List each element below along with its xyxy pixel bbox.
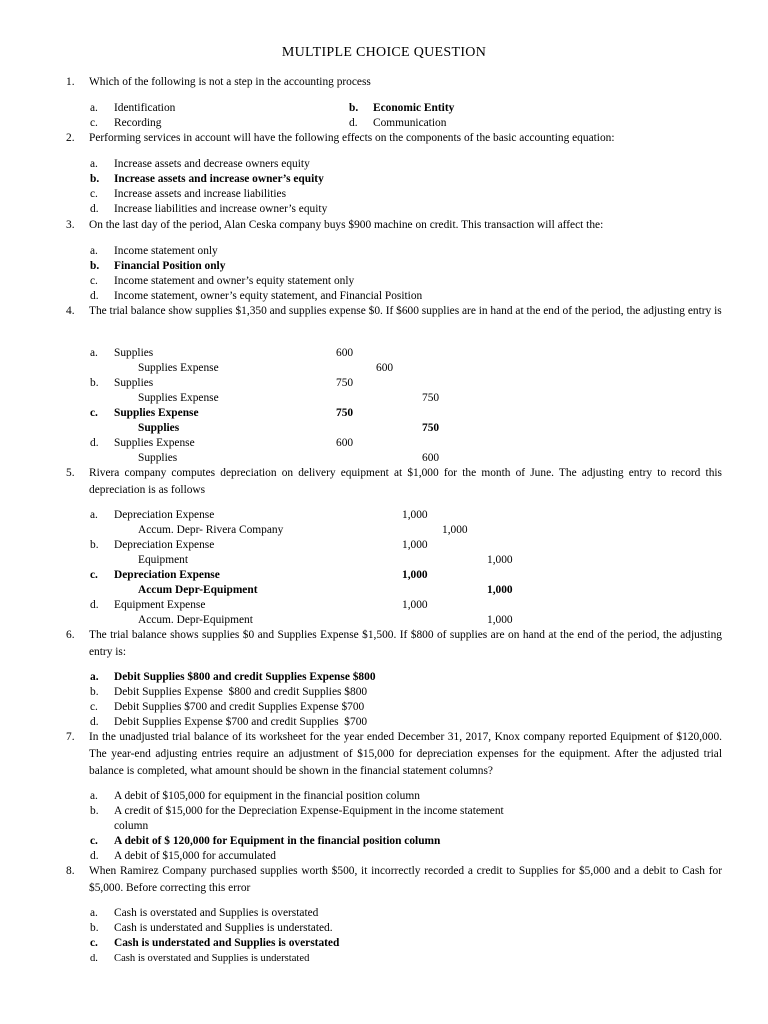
option-3b-correct: b. Financial Position only	[90, 260, 226, 272]
option-6c: c. Debit Supplies $700 and credit Supplies Expense $700	[90, 701, 365, 713]
option-3c: c. Income statement and owner’s equity statement only	[90, 275, 355, 287]
credit-account: Accum Depr-Equipment	[138, 584, 258, 596]
question-2: 2. Performing services in account will have the following effects on the components of the basic accounting equation:	[66, 130, 722, 147]
credit-amount: 600	[422, 452, 440, 464]
question-7: 7. In the unadjusted trial balance of its worksheet for the year ended December 31, 2017, Knox company reported Equipment of $120,000. The year-end adjusting entries require an adjustment of $15,000 for depreciation expenses for the equipment. After the adjusted trial balance is completed, what amount should be shown in the financial statement columns?	[66, 729, 722, 780]
credit-account: Accum. Depr-Equipment	[138, 614, 253, 626]
debit-amount: 750	[336, 377, 354, 389]
option-3a: a. Income statement only	[90, 245, 218, 257]
credit-account: Supplies Expense	[138, 392, 219, 404]
credit-account: Equipment	[138, 554, 188, 566]
option-4c-debit-correct: c. Supplies Expense	[90, 407, 199, 419]
credit-account: Supplies	[138, 422, 180, 434]
debit-amount: 750	[336, 407, 354, 419]
question-text: Performing services in account will have the following effects on the components of the basic accounting equation:	[89, 132, 615, 144]
credit-account: Supplies Expense	[138, 362, 219, 374]
question-3: 3. On the last day of the period, Alan Ceska company buys $900 machine on credit. This transaction will affect the:	[66, 217, 722, 234]
option-1c: c. Recording	[90, 117, 162, 129]
credit-account: Supplies	[138, 452, 178, 464]
option-8b: b. Cash is understated and Supplies is understated.	[90, 922, 333, 934]
debit-amount: 1,000	[402, 509, 428, 521]
question-8: 8. When Ramirez Company purchased supplies worth $500, it incorrectly recorded a credit to Supplies for $5,000 and a debit to Cash for $5,000. Before correcting this error	[66, 863, 722, 897]
question-text: When Ramirez Company purchased supplies worth $500, it incorrectly recorded a credit to Supplies for $5,000 and a debit to Cash for $5,000. Before correcting this error	[89, 865, 722, 894]
credit-amount: 1,000	[487, 584, 513, 596]
credit-amount: 1,000	[487, 614, 513, 626]
debit-amount: 1,000	[402, 599, 428, 611]
debit-amount: 600	[336, 347, 354, 359]
option-6d: d. Debit Supplies Expense $700 and credit Supplies $700	[90, 716, 368, 728]
option-7a: a. A debit of $105,000 for equipment in the financial position column	[90, 790, 420, 802]
credit-account: Accum. Depr- Rivera Company	[138, 524, 284, 536]
option-4d-debit: d. Supplies Expense	[90, 437, 195, 449]
option-8a: a. Cash is overstated and Supplies is overstated	[90, 907, 319, 919]
page-title: MULTIPLE CHOICE QUESTION	[281, 45, 487, 60]
option-7c-correct: c. A debit of $ 120,000 for Equipment in the financial position column	[90, 835, 441, 847]
option-2d: d. Increase liabilities and increase owner’s equity	[90, 203, 328, 215]
credit-amount: 750	[422, 422, 440, 434]
question-4: 4. The trial balance show supplies $1,350 and supplies expense $0. If $600 supplies are in hand at the end of the period, the adjusting entry is	[66, 303, 722, 320]
credit-amount: 600	[376, 362, 394, 374]
debit-amount: 1,000	[402, 569, 428, 581]
option-5b-debit: b. Depreciation Expense	[90, 539, 215, 551]
credit-amount: 750	[422, 392, 440, 404]
option-3d: d. Income statement, owner’s equity statement, and Financial Position	[90, 290, 423, 302]
option-6a-correct: a. Debit Supplies $800 and credit Supplies Expense $800	[90, 671, 376, 683]
option-5c-debit-correct: c. Depreciation Expense	[90, 569, 220, 581]
option-7d: d. A debit of $15,000 for accumulated	[90, 850, 276, 862]
option-1d: d. Communication	[349, 117, 447, 129]
question-text: Rivera company computes depreciation on delivery equipment at $1,000 for the month of June. The adjusting entry to record this depreciation is as follows	[89, 467, 722, 496]
question-number: 1.	[66, 76, 75, 88]
question-text: In the unadjusted trial balance of its worksheet for the year ended December 31, 2017, Knox company reported Equipment of $120,000. The year-end adjusting entries require an adjustment of $15,000 for depreciation expenses for the equipment. After the adjusted trial balance is completed, what amount should be shown in the financial statement columns?	[89, 731, 722, 777]
option-4a-debit: a. Supplies	[90, 347, 154, 359]
question-5: 5. Rivera company computes depreciation on delivery equipment at $1,000 for the month of June. The adjusting entry to record this depreciation is as follows	[66, 465, 722, 499]
option-6b: b. Debit Supplies Expense $800 and credit Supplies $800	[90, 686, 368, 698]
option-4b-debit: b. Supplies	[90, 377, 154, 389]
debit-amount: 1,000	[402, 539, 428, 551]
question-6: 6. The trial balance shows supplies $0 and Supplies Expense $1,500. If $800 of supplies are on hand at the end of the period, the adjusting entry is:	[66, 627, 722, 661]
option-2c: c. Increase assets and increase liabilities	[90, 188, 287, 200]
credit-amount: 1,000	[487, 554, 513, 566]
question-text: The trial balance show supplies $1,350 and supplies expense $0. If $600 supplies are in hand at the end of the period, the adjusting entry is	[89, 305, 722, 317]
option-1a: a. Identification	[90, 102, 176, 114]
question-text: The trial balance shows supplies $0 and Supplies Expense $1,500. If $800 of supplies are on hand at the end of the period, the adjusting entry is:	[89, 629, 722, 658]
credit-amount: 1,000	[442, 524, 468, 536]
option-7b: b. A credit of $15,000 for the Depreciation Expense-Equipment in the income statement	[90, 805, 504, 817]
option-7b-continuation: column	[114, 820, 149, 832]
option-2a: a. Increase assets and decrease owners equity	[90, 158, 310, 170]
debit-amount: 600	[336, 437, 354, 449]
option-8d: d. Cash is overstated and Supplies is understated	[90, 953, 310, 964]
question-text: On the last day of the period, Alan Ceska company buys $900 machine on credit. This transaction will affect the:	[89, 219, 604, 231]
option-1b-correct: b. Economic Entity	[349, 102, 455, 114]
option-5a-debit: a. Depreciation Expense	[90, 509, 215, 521]
option-2b-correct: b. Increase assets and increase owner’s equity	[90, 173, 324, 185]
question-1	[66, 74, 722, 91]
option-5d-debit: d. Equipment Expense	[90, 599, 206, 611]
question-text: Which of the following is not a step in the accounting process	[89, 76, 371, 88]
option-8c-correct: c. Cash is understated and Supplies is overstated	[90, 937, 340, 949]
